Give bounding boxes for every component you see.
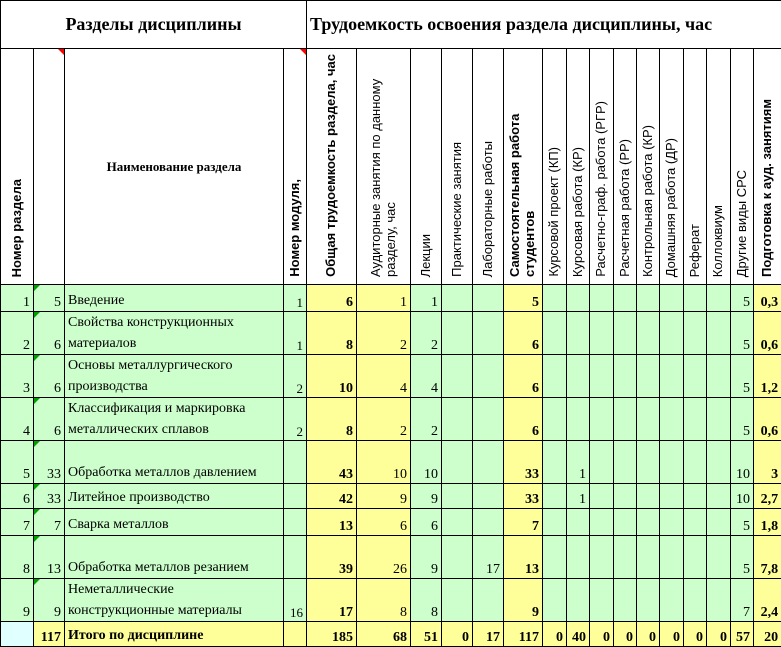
- cell-num: 4: [1, 398, 34, 441]
- cell-ref: [684, 312, 707, 355]
- cell-koll: [707, 398, 731, 441]
- cell-lect: 51: [411, 622, 442, 647]
- cell-aud: 4: [357, 355, 411, 398]
- cell-total: 13: [307, 509, 357, 536]
- cell-rgr: [590, 536, 614, 579]
- cell-code: 33: [34, 441, 65, 484]
- cell-module: [284, 536, 307, 579]
- cell-srs: 33: [504, 484, 543, 509]
- cell-pract: [442, 579, 473, 622]
- cell-other: 10: [731, 441, 754, 484]
- cell-koll: 0: [707, 622, 731, 647]
- cell-ref: [684, 484, 707, 509]
- cell-ref: [684, 285, 707, 312]
- cell-koll: [707, 285, 731, 312]
- col-header-label: Реферат: [688, 222, 703, 279]
- cell-code: 6: [34, 312, 65, 355]
- table-row: [1, 312, 781, 355]
- cell-kp: 0: [543, 622, 567, 647]
- cell-other: 5: [731, 355, 754, 398]
- cell-lab: [473, 579, 504, 622]
- cell-rgr: [590, 312, 614, 355]
- cell-lect: 6: [411, 509, 442, 536]
- table-row: [1, 355, 781, 398]
- col-header-aud: [357, 49, 411, 285]
- col-header-label: Самостоятельная работа студентов: [508, 49, 538, 279]
- cell-srs: 6: [504, 312, 543, 355]
- cell-lab: 17: [473, 536, 504, 579]
- table-row: [1, 285, 781, 312]
- cell-num: 7: [1, 509, 34, 536]
- cell-prep: 0,6: [754, 398, 781, 441]
- cell-module: [284, 441, 307, 484]
- cell-rgr: [590, 579, 614, 622]
- cell-rgr: 0: [590, 622, 614, 647]
- cell-pract: [442, 536, 473, 579]
- col-header-label: Коллоквиум: [711, 203, 726, 279]
- cell-lect: 2: [411, 398, 442, 441]
- cell-aud: 26: [357, 536, 411, 579]
- col-header-pract: [442, 49, 473, 285]
- cell-koll: [707, 536, 731, 579]
- cell-srs: 7: [504, 509, 543, 536]
- cell-prep: 7,8: [754, 536, 781, 579]
- cell-rr: [614, 355, 637, 398]
- cell-dr: [660, 536, 684, 579]
- cell-lect: 9: [411, 536, 442, 579]
- cell-rr: 0: [614, 622, 637, 647]
- cell-ref: [684, 441, 707, 484]
- cell-lect: 10: [411, 441, 442, 484]
- cell-kontr: [637, 312, 660, 355]
- cell-kp: [543, 579, 567, 622]
- cell-kr: 1: [567, 441, 590, 484]
- cell-other: 5: [731, 285, 754, 312]
- cell-num: 9: [1, 579, 34, 622]
- cell-kr: [567, 536, 590, 579]
- cell-srs: 9: [504, 579, 543, 622]
- col-header-label: Расчетная работа (РР): [618, 137, 633, 279]
- col-header-label: Курсовой проект (КП): [547, 145, 562, 279]
- cell-kontr: [637, 509, 660, 536]
- cell-aud: 2: [357, 398, 411, 441]
- cell-other: 5: [731, 509, 754, 536]
- cell-total: 42: [307, 484, 357, 509]
- cell-lab: [473, 355, 504, 398]
- cell-prep: 20: [754, 622, 781, 647]
- cell-kontr: [637, 536, 660, 579]
- cell-kontr: [637, 285, 660, 312]
- cell-dr: [660, 285, 684, 312]
- cell-lect: 1: [411, 285, 442, 312]
- col-header-kr: [567, 49, 590, 285]
- cell-lab: [473, 484, 504, 509]
- cell-rgr: [590, 441, 614, 484]
- col-header-name: Наименование раздела: [65, 49, 284, 285]
- cell-kr: 1: [567, 484, 590, 509]
- cell-pract: [442, 285, 473, 312]
- cell-kp: [543, 484, 567, 509]
- cell-aud: 8: [357, 579, 411, 622]
- cell-ref: [684, 509, 707, 536]
- cell-module: 2: [284, 398, 307, 441]
- col-header-other: [731, 49, 754, 285]
- col-header-prep: [754, 49, 781, 285]
- cell-koll: [707, 355, 731, 398]
- sections-title: Разделы дисциплины: [1, 1, 307, 49]
- cell-total: 10: [307, 355, 357, 398]
- cell-other: 57: [731, 622, 754, 647]
- cell-ref: [684, 536, 707, 579]
- col-header-rgr: [590, 49, 614, 285]
- cell-prep: 0,6: [754, 312, 781, 355]
- col-header-label: Лекции: [419, 232, 434, 279]
- cell-kontr: 0: [637, 622, 660, 647]
- cell-pract: [442, 484, 473, 509]
- cell-module: [284, 484, 307, 509]
- cell-module: [284, 509, 307, 536]
- cell-rgr: [590, 355, 614, 398]
- col-header-module: [284, 49, 307, 285]
- cell-name: Классификация и маркировка металлических сплавов: [65, 398, 284, 441]
- cell-num: [1, 622, 34, 647]
- col-header-total: [307, 49, 357, 285]
- cell-kontr: [637, 441, 660, 484]
- cell-rgr: [590, 509, 614, 536]
- cell-kr: [567, 312, 590, 355]
- cell-dr: [660, 355, 684, 398]
- cell-code: 5: [34, 285, 65, 312]
- cell-prep: 1,8: [754, 509, 781, 536]
- cell-code: 13: [34, 536, 65, 579]
- cell-rr: [614, 509, 637, 536]
- cell-lect: 9: [411, 484, 442, 509]
- cell-srs: 6: [504, 355, 543, 398]
- cell-aud: 2: [357, 312, 411, 355]
- cell-lect: 4: [411, 355, 442, 398]
- cell-dr: [660, 441, 684, 484]
- cell-prep: 0,3: [754, 285, 781, 312]
- cell-name: Введение: [65, 285, 284, 312]
- total-row: [1, 622, 781, 647]
- cell-code: 117: [34, 622, 65, 647]
- cell-total: 39: [307, 536, 357, 579]
- cell-num: 2: [1, 312, 34, 355]
- cell-ref: 0: [684, 622, 707, 647]
- col-header-dr: [660, 49, 684, 285]
- cell-rgr: [590, 484, 614, 509]
- cell-srs: 6: [504, 398, 543, 441]
- cell-code: 33: [34, 484, 65, 509]
- table-row: [1, 398, 781, 441]
- col-header-ref: [684, 49, 707, 285]
- cell-srs: 13: [504, 536, 543, 579]
- cell-srs: 33: [504, 441, 543, 484]
- cell-kp: [543, 536, 567, 579]
- cell-code: 9: [34, 579, 65, 622]
- col-header-label: Номер раздела: [10, 177, 25, 279]
- cell-koll: [707, 312, 731, 355]
- cell-aud: 6: [357, 509, 411, 536]
- cell-kr: [567, 355, 590, 398]
- col-header-kontr: [637, 49, 660, 285]
- cell-kr: [567, 509, 590, 536]
- cell-kp: [543, 355, 567, 398]
- cell-rr: [614, 484, 637, 509]
- cell-dr: [660, 484, 684, 509]
- cell-name: Неметаллические конструкционные материалы: [65, 579, 284, 622]
- cell-code: 6: [34, 355, 65, 398]
- cell-name: Свойства конструкционных материалов: [65, 312, 284, 355]
- cell-name: Обработка металлов резанием: [65, 536, 284, 579]
- cell-ref: [684, 579, 707, 622]
- cell-kp: [543, 441, 567, 484]
- cell-lect: 2: [411, 312, 442, 355]
- cell-rr: [614, 312, 637, 355]
- cell-pract: [442, 441, 473, 484]
- cell-aud: 68: [357, 622, 411, 647]
- col-header-label: Курсовая работа (КР): [571, 145, 586, 279]
- cell-name: Литейное производство: [65, 484, 284, 509]
- cell-num: 6: [1, 484, 34, 509]
- col-header-srs: [504, 49, 543, 285]
- col-header-koll: [707, 49, 731, 285]
- col-header-lect: [411, 49, 442, 285]
- cell-total: 17: [307, 579, 357, 622]
- cell-num: 1: [1, 285, 34, 312]
- cell-srs: 117: [504, 622, 543, 647]
- col-header-kp: [543, 49, 567, 285]
- cell-kp: [543, 285, 567, 312]
- cell-dr: [660, 398, 684, 441]
- cell-lab: [473, 398, 504, 441]
- cell-rgr: [590, 398, 614, 441]
- cell-koll: [707, 441, 731, 484]
- table-row: [1, 509, 781, 536]
- table-row: [1, 484, 781, 509]
- cell-dr: [660, 579, 684, 622]
- cell-pract: [442, 509, 473, 536]
- col-header-label: Контрольная работа (КР): [641, 123, 656, 279]
- cell-dr: [660, 509, 684, 536]
- cell-lect: 8: [411, 579, 442, 622]
- cell-prep: 2,4: [754, 579, 781, 622]
- cell-other: 7: [731, 579, 754, 622]
- cell-num: 5: [1, 441, 34, 484]
- cell-srs: 5: [504, 285, 543, 312]
- cell-kr: [567, 579, 590, 622]
- cell-code: 6: [34, 398, 65, 441]
- cell-lab: [473, 509, 504, 536]
- table-row: [1, 579, 781, 622]
- cell-aud: 1: [357, 285, 411, 312]
- cell-module: 1: [284, 312, 307, 355]
- cell-prep: 2,7: [754, 484, 781, 509]
- col-header-label: Номер модуля,: [288, 177, 303, 279]
- cell-total: 6: [307, 285, 357, 312]
- cell-dr: [660, 312, 684, 355]
- cell-lab: [473, 441, 504, 484]
- cell-name: Обработка металлов давлением: [65, 441, 284, 484]
- col-header-label: Лабораторные работы: [481, 139, 496, 279]
- col-header-label: Общая трудоемкость раздела, час: [324, 52, 339, 279]
- cell-ref: [684, 398, 707, 441]
- cell-aud: 10: [357, 441, 411, 484]
- cell-name: Сварка металлов: [65, 509, 284, 536]
- cell-other: 5: [731, 398, 754, 441]
- cell-module: 1: [284, 285, 307, 312]
- cell-rr: [614, 536, 637, 579]
- col-header-code: [34, 49, 65, 285]
- cell-num: 3: [1, 355, 34, 398]
- cell-name: Основы металлургического производства: [65, 355, 284, 398]
- cell-total: 8: [307, 312, 357, 355]
- cell-kontr: [637, 579, 660, 622]
- table-row: [1, 441, 781, 484]
- cell-prep: 3: [754, 441, 781, 484]
- cell-total: 43: [307, 441, 357, 484]
- cell-kontr: [637, 355, 660, 398]
- cell-num: 8: [1, 536, 34, 579]
- cell-name: Итого по дисциплине: [65, 622, 284, 647]
- cell-kontr: [637, 398, 660, 441]
- col-header-label: Аудиторные занятия по данному разделу, час: [369, 49, 399, 279]
- cell-module: [284, 622, 307, 647]
- cell-ref: [684, 355, 707, 398]
- cell-kr: [567, 398, 590, 441]
- cell-rr: [614, 285, 637, 312]
- col-header-label: Подготовка к ауд. занятиям: [760, 97, 775, 279]
- cell-kontr: [637, 484, 660, 509]
- cell-prep: 1,2: [754, 355, 781, 398]
- cell-aud: 9: [357, 484, 411, 509]
- cell-other: 5: [731, 536, 754, 579]
- labor-title: Трудоемкость освоения раздела дисциплины, час: [307, 1, 781, 49]
- col-header-rr: [614, 49, 637, 285]
- cell-kr: 40: [567, 622, 590, 647]
- cell-kp: [543, 509, 567, 536]
- cell-other: 5: [731, 312, 754, 355]
- cell-pract: [442, 398, 473, 441]
- cell-kr: [567, 285, 590, 312]
- cell-code: 7: [34, 509, 65, 536]
- cell-koll: [707, 509, 731, 536]
- col-header-label: Практические занятия: [450, 140, 465, 279]
- cell-koll: [707, 484, 731, 509]
- cell-lab: [473, 312, 504, 355]
- table-row: [1, 536, 781, 579]
- cell-total: 8: [307, 398, 357, 441]
- cell-kp: [543, 398, 567, 441]
- col-header-label: Другие виды СРС: [735, 168, 750, 279]
- cell-rr: [614, 579, 637, 622]
- cell-rr: [614, 441, 637, 484]
- cell-total: 185: [307, 622, 357, 647]
- cell-pract: [442, 312, 473, 355]
- col-header-num: [1, 49, 34, 285]
- cell-dr: 0: [660, 622, 684, 647]
- cell-koll: [707, 579, 731, 622]
- cell-module: 2: [284, 355, 307, 398]
- cell-lab: [473, 285, 504, 312]
- cell-kp: [543, 312, 567, 355]
- col-header-label: Расчетно-граф. работа (РГР): [594, 99, 609, 279]
- cell-pract: 0: [442, 622, 473, 647]
- cell-rgr: [590, 285, 614, 312]
- cell-rr: [614, 398, 637, 441]
- col-header-label: Домашняя работа (ДР): [664, 136, 679, 279]
- cell-module: 16: [284, 579, 307, 622]
- cell-lab: 17: [473, 622, 504, 647]
- col-header-lab: [473, 49, 504, 285]
- cell-pract: [442, 355, 473, 398]
- cell-other: 10: [731, 484, 754, 509]
